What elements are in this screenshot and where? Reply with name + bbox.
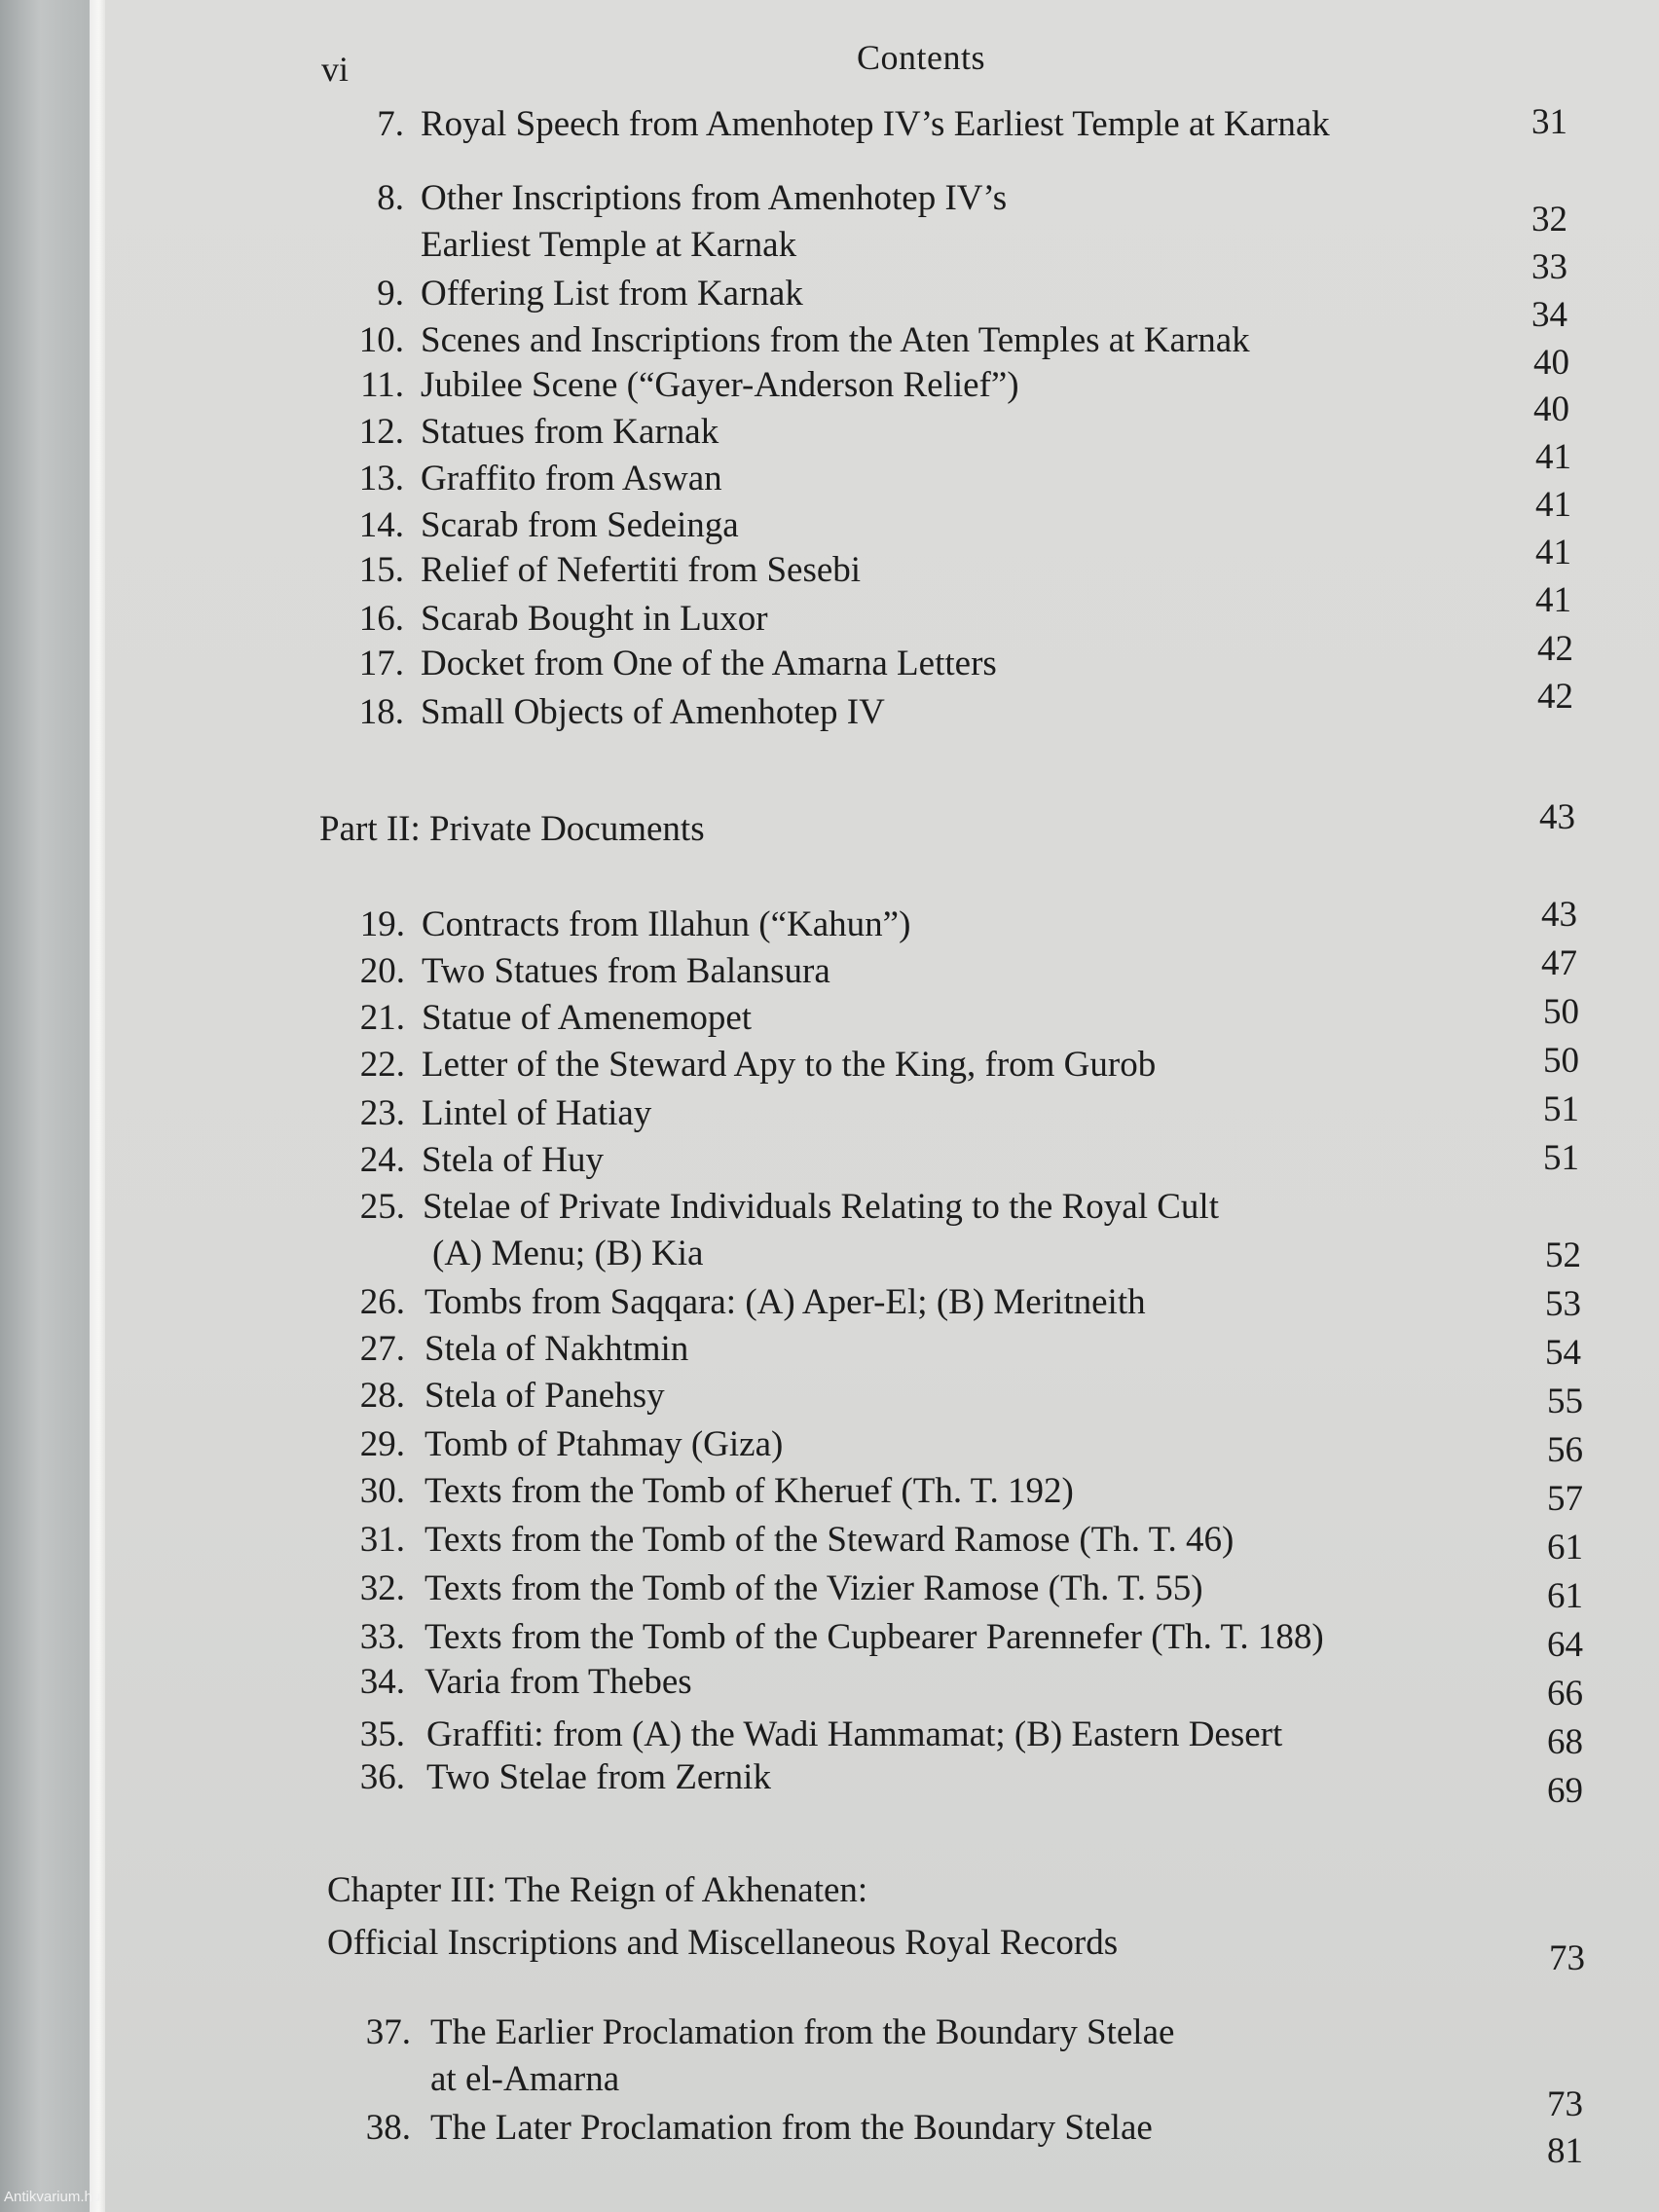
entry-title: Letter of the Steward Apy to the King, from Gurob — [422, 1045, 1157, 1085]
entry-page: 50 — [1543, 1041, 1579, 1081]
entry-page: 41 — [1535, 485, 1571, 525]
entry-title: Other Inscriptions from Amenhotep IV’s — [421, 178, 1008, 218]
part-heading: Part II: Private Documents — [319, 809, 705, 849]
entry-number: 29. — [359, 1424, 405, 1464]
entry-title: Royal Speech from Amenhotep IV’s Earliest Temple at Karnak — [421, 104, 1330, 144]
entry-page: 42 — [1537, 629, 1573, 669]
entry-number: 37. — [365, 2012, 411, 2052]
entry-number: 30. — [359, 1471, 405, 1511]
entry-number: 22. — [359, 1045, 405, 1085]
entry-number: 10. — [358, 320, 404, 360]
entry-number: 27. — [359, 1329, 405, 1369]
entry-page: 61 — [1547, 1576, 1583, 1616]
entry-title: Varia from Thebes — [424, 1662, 692, 1702]
entry-number: 34. — [359, 1662, 405, 1702]
entry-number: 23. — [359, 1093, 405, 1133]
entry-page: 54 — [1545, 1333, 1581, 1373]
entry-page: 64 — [1547, 1625, 1583, 1665]
entry-page: 43 — [1541, 895, 1577, 935]
chapter-heading-line1: Chapter III: The Reign of Akhenaten: — [327, 1870, 868, 1910]
entry-title: Offering List from Karnak — [421, 274, 803, 313]
entry-title: Stela of Huy — [422, 1140, 605, 1180]
entry-number: 9. — [377, 274, 404, 313]
entry-title: Statue of Amenemopet — [422, 998, 753, 1038]
entry-title: Relief of Nefertiti from Sesebi — [421, 550, 862, 590]
entry-page: 66 — [1547, 1674, 1583, 1714]
entry-title: Lintel of Hatiay — [422, 1093, 652, 1133]
entry-title: Jubilee Scene (“Gayer-Anderson Relief”) — [421, 365, 1019, 405]
entry-page: 40 — [1533, 389, 1569, 429]
entry-number: 38. — [365, 2108, 411, 2148]
entry-page: 73 — [1547, 2084, 1583, 2124]
entry-number: 25. — [359, 1187, 405, 1227]
entry-number: 18. — [358, 692, 404, 732]
entry-title: Graffito from Aswan — [421, 459, 722, 498]
entry-number: 36. — [359, 1757, 405, 1797]
entry-title: Docket from One of the Amarna Letters — [421, 644, 997, 683]
part-page: 43 — [1539, 797, 1575, 837]
entry-title: The Earlier Proclamation from the Boundary Stelae — [430, 2012, 1175, 2052]
entry-title: Scenes and Inscriptions from the Aten Temples at Karnak — [421, 320, 1250, 360]
entry-title: Scarab from Sedeinga — [421, 505, 739, 545]
entry-number: 11. — [360, 365, 404, 405]
entry-title: Small Objects of Amenhotep IV — [421, 692, 885, 732]
entry-title: Texts from the Tomb of the Vizier Ramose (Th. T. 55) — [424, 1568, 1203, 1608]
book-spine-shadow — [0, 0, 90, 2212]
entry-title: Scarab Bought in Luxor — [421, 599, 768, 639]
running-head: Contents — [857, 38, 986, 77]
entry-number: 28. — [359, 1376, 405, 1416]
folio-number: vi — [321, 50, 350, 89]
entry-page: 52 — [1545, 1235, 1581, 1275]
entry-number: 15. — [358, 550, 404, 590]
entry-page: 32 — [1531, 200, 1567, 240]
entry-number: 19. — [359, 904, 405, 944]
entry-page: 61 — [1547, 1528, 1583, 1567]
entry-title: Texts from the Tomb of Kheruef (Th. T. 192) — [424, 1471, 1074, 1511]
entry-title: The Later Proclamation from the Boundary Stelae — [430, 2108, 1153, 2148]
entry-number: 12. — [358, 412, 404, 452]
entry-page: 41 — [1535, 437, 1571, 477]
entry-title: Graffiti: from (A) the Wadi Hammamat; (B) Eastern Desert — [426, 1714, 1283, 1754]
entry-page: 40 — [1533, 343, 1569, 383]
entry-title-line2: at el-Amarna — [430, 2059, 620, 2099]
entry-number: 21. — [359, 998, 405, 1038]
entry-page: 42 — [1537, 677, 1573, 717]
watermark: Antikvarium.hu — [4, 2189, 101, 2205]
entry-title: Two Stelae from Zernik — [426, 1757, 771, 1797]
entry-title: Contracts from Illahun (“Kahun”) — [422, 904, 911, 944]
entry-page: 33 — [1531, 247, 1567, 287]
page-stack-edge — [90, 0, 105, 2212]
entry-page: 47 — [1541, 943, 1577, 983]
entry-title: Texts from the Tomb of the Steward Ramose (Th. T. 46) — [424, 1520, 1235, 1560]
entry-number: 20. — [359, 951, 405, 991]
entry-number: 17. — [358, 644, 404, 683]
entry-page: 31 — [1531, 102, 1567, 142]
entry-page: 53 — [1545, 1284, 1581, 1324]
entry-title: Two Statues from Balansura — [422, 951, 830, 991]
entry-number: 16. — [358, 599, 404, 639]
entry-number: 24. — [359, 1140, 405, 1180]
entry-title: Stelae of Private Individuals Relating to the Royal Cult — [423, 1187, 1219, 1227]
entry-number: 8. — [377, 178, 404, 218]
entry-page: 51 — [1543, 1089, 1579, 1129]
entry-page: 69 — [1547, 1771, 1583, 1811]
entry-page: 56 — [1547, 1430, 1583, 1470]
entry-page: 55 — [1547, 1382, 1583, 1421]
chapter-heading-line2: Official Inscriptions and Miscellaneous Royal Records — [327, 1923, 1119, 1963]
entry-page: 81 — [1547, 2131, 1583, 2171]
entry-page: 57 — [1547, 1479, 1583, 1519]
entry-number: 26. — [359, 1282, 405, 1322]
chapter-page: 73 — [1549, 1938, 1585, 1978]
entry-number: 32. — [359, 1568, 405, 1608]
entry-title-line2: (A) Menu; (B) Kia — [432, 1234, 704, 1273]
entry-number: 35. — [359, 1714, 405, 1754]
entry-page: 34 — [1531, 295, 1567, 335]
entry-title: Stela of Nakhtmin — [424, 1329, 689, 1369]
entry-title: Statues from Karnak — [421, 412, 719, 452]
entry-title: Tomb of Ptahmay (Giza) — [424, 1424, 784, 1464]
entry-title: Tombs from Saqqara: (A) Aper-El; (B) Meritneith — [424, 1282, 1146, 1322]
entry-page: 41 — [1535, 580, 1571, 620]
entry-number: 7. — [377, 104, 404, 144]
entry-title: Texts from the Tomb of the Cupbearer Parennefer (Th. T. 188) — [424, 1617, 1324, 1657]
entry-number: 14. — [358, 505, 404, 545]
entry-title-line2: Earliest Temple at Karnak — [421, 225, 797, 265]
entry-page: 68 — [1547, 1722, 1583, 1762]
entry-page: 51 — [1543, 1138, 1579, 1178]
entry-number: 31. — [359, 1520, 405, 1560]
entry-number: 13. — [358, 459, 404, 498]
entry-page: 50 — [1543, 992, 1579, 1032]
entry-page: 41 — [1535, 533, 1571, 572]
entry-title: Stela of Panehsy — [424, 1376, 665, 1416]
entry-number: 33. — [359, 1617, 405, 1657]
